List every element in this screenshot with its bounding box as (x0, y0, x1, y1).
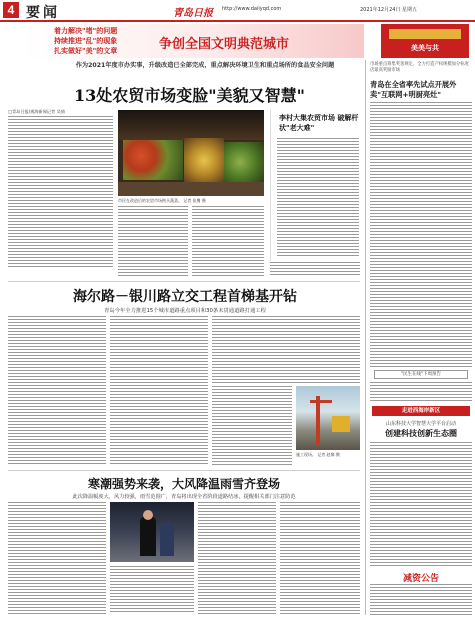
lead-kicker: 作为2021年度市办实事，升级改造已全部完成，重点解决环境卫生和重点场所的食品安全问题 (75, 62, 335, 69)
sidebar-title: 李村大集农贸市场 破解杆状"老大难" (279, 114, 359, 132)
tunnel-photo-caption: 施工现场。 记者 赵黎 摄 (296, 452, 340, 457)
right-text-3 (370, 442, 472, 567)
cold-headline: 寒潮强势来袭，大风降温雨雪齐登场 (87, 477, 280, 491)
tunnel-text-2 (110, 316, 208, 466)
tunnel-text-1 (8, 316, 106, 466)
banner-campaign: 争创全国文明典范城市 (159, 37, 290, 52)
right-quote-box: "民生在线"下周预告 (374, 370, 468, 379)
cold-photo (110, 502, 194, 562)
right-sub-headline: 创建科技创新生态圈 (385, 429, 457, 438)
notice-text (370, 584, 472, 616)
market-photo (118, 110, 264, 196)
lead-text-column-3 (192, 206, 264, 276)
right-text-1 (370, 102, 472, 367)
sidebar-text (277, 138, 359, 256)
civilization-banner (24, 24, 364, 58)
banner-slogan-3: 扎实做好"美"的文章 (54, 47, 118, 55)
tunnel-photo (296, 386, 360, 450)
lead-text-column-4 (270, 262, 360, 276)
cold-text-1 (8, 502, 106, 614)
section-divider-1 (8, 281, 360, 282)
cold-text-2 (110, 566, 194, 614)
banner-right-box (381, 24, 469, 58)
cold-kicker: 此次降温幅度大，风力较强，雨雪范围广，青岛将出现全省阶段道路结冰，提醒相关部门注意防范 (72, 494, 296, 500)
website: http://www.dailyqd.com (222, 6, 282, 12)
tunnel-text-3 (212, 316, 360, 384)
section-divider-2 (8, 470, 360, 471)
lead-sidebar (270, 110, 360, 260)
notice-title: 减资公告 (402, 574, 439, 584)
cold-text-3 (198, 502, 276, 614)
column-divider (365, 60, 366, 615)
tunnel-kicker: 青岛今年全力推进15个城市道路重点项目和30条未贯通道路打通工程 (104, 308, 266, 314)
masthead (0, 0, 475, 22)
paper-logo: 青岛日报 (173, 8, 213, 19)
section-title: 要闻 (26, 5, 60, 21)
banner-right-strip (389, 29, 461, 39)
lead-text-column-1 (8, 116, 113, 268)
right-headline: 青岛在全省率先试点开展外卖"互联网+明厨亮灶" (370, 80, 457, 99)
right-text-2 (370, 382, 472, 402)
market-photo-caption: 市民在改造后的农贸市场购买蔬菜。 记者 张鹰 摄 (118, 198, 206, 203)
right-sub-section-bar: 走进西海岸新区 (372, 406, 470, 416)
right-sub-kicker: 山东科技大学智慧大学平台启动 (385, 421, 456, 427)
lead-byline: □青岛日报/观海新闻记者 吴倩 (8, 109, 65, 114)
tunnel-text-4 (212, 386, 292, 466)
right-kicker: 市场重点筹集奖惩规定，全力打造产权规模加分标度店最高奖励市场 (370, 62, 469, 73)
lead-headline: 13处农贸市场变脸"美貌又智慧" (74, 86, 305, 105)
lead-text-column-2 (118, 206, 188, 276)
page-number-badge: 4 (3, 2, 19, 18)
tunnel-headline: 海尔路－银川路立交工程首梯基开钻 (73, 289, 297, 305)
date-line: 2021年12月24日 星期五 (360, 7, 418, 13)
banner-slogan-1: 着力解决"堵"的问题 (54, 27, 118, 35)
banner-slogan-2: 持续推进"乱"的现象 (54, 37, 118, 45)
cold-text-4 (280, 502, 360, 614)
banner-right-text: 美美与共 (411, 44, 439, 52)
